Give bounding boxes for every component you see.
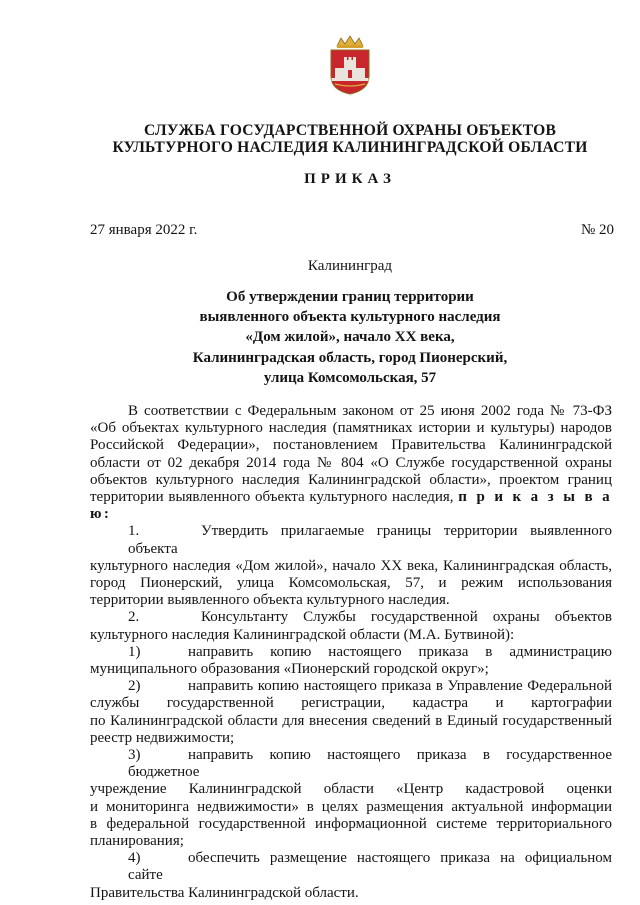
document-number: № 20 [580,222,614,238]
body-text: направить копию настоящего приказа в Управление Федеральной [188,678,612,695]
document-date: 27 января 2022 г. [90,222,198,238]
subitem-number: 4) [128,850,141,867]
item-number: 1. [128,523,140,540]
body-text: Утвердить прилагаемые границы территории выявленного объекта [128,523,612,557]
body-line: Правительства Калининградской области. [90,884,359,901]
coat-of-arms-icon [327,34,373,96]
body-line: культурного наследия «Дом жилой», начало XX века, Калининградская область, [90,557,612,574]
body-text: направить копию настоящего приказа в администрацию [188,643,612,660]
body-line [90,850,612,884]
body-text: направить копию настоящего приказа в государственное бюджетное [128,747,612,781]
body-line: Российской Федерации», постановлением Правительства Калининградской [90,437,612,454]
body-line: объектов культурного наследия Калининградской области», проектом границ [90,471,612,488]
subitem-number: 2) [128,678,141,695]
body-line: области от 02 декабря 2014 года № 804 «О Службе государственной охраны [90,454,612,471]
body-line: реестр недвижимости; [90,729,235,746]
subject-line: улица Комсомольская, 57 [263,369,437,386]
body-line [90,747,612,781]
item-number: 2. [128,609,140,626]
body-line: город Пионерский, улица Комсомольская, 57, и режим использования [90,575,612,592]
org-name-line2: КУЛЬТУРНОГО НАСЛЕДИЯ КАЛИНИНГРАДСКОЙ ОБЛАСТИ [112,139,588,156]
document-type: ПРИКАЗ [304,171,396,187]
body-text: территории выявленного объекта культурного наследия, [90,489,459,506]
body-line [90,523,612,557]
subject-line: Калининградская область, город Пионерский, [192,349,508,366]
body-line: и мониторинга недвижимости» в целях размещения актуальной информации [90,798,612,815]
body-line: культурного наследия Калининградской области (М.А. Бутвиной): [90,626,515,643]
body-line: В соответствии с Федеральным законом от 25 июня 2002 года № 73-ФЗ [128,403,612,419]
body-line: по Калининградской области для внесения сведений в Единый государственный [90,712,612,729]
body-text: Консультанту Службы государственной охраны объектов [201,609,612,626]
body-line [90,644,612,661]
document-body [90,403,612,902]
subitem-number: 1) [128,643,141,660]
document-city: Калининград [307,258,393,274]
body-line: муниципального образования «Пионерский городской округ»; [90,661,489,678]
document-subject [60,287,640,388]
body-line: планирования; [90,833,184,850]
subject-line: выявленного объекта культурного наследия [199,309,501,326]
order-word: п р и к а з ы в а ю: [90,489,612,523]
body-text: обеспечить размещение настоящего приказа на официальном сайте [128,850,612,884]
body-line: «Об объектах культурного наследия (памятниках истории и культуры) народов [90,420,612,437]
subject-line: «Дом жилой», начало XX века, [245,329,455,346]
body-line: службы государственной регистрации, кадастра и картографии [90,695,612,712]
body-line: в федеральной государственной информационной системе территориального [90,815,612,832]
subject-line: Об утверждении границ территории [226,289,474,305]
org-name-line1: СЛУЖБА ГОСУДАРСТВЕННОЙ ОХРАНЫ ОБЪЕКТОВ [143,122,557,139]
body-line [90,609,612,626]
body-line [90,678,612,695]
body-line [90,489,612,523]
body-line: учреждение Калининградской области «Центр кадастровой оценки [90,781,612,798]
subitem-number: 3) [128,747,141,764]
body-line: территории выявленного объекта культурного наследия. [90,592,450,609]
